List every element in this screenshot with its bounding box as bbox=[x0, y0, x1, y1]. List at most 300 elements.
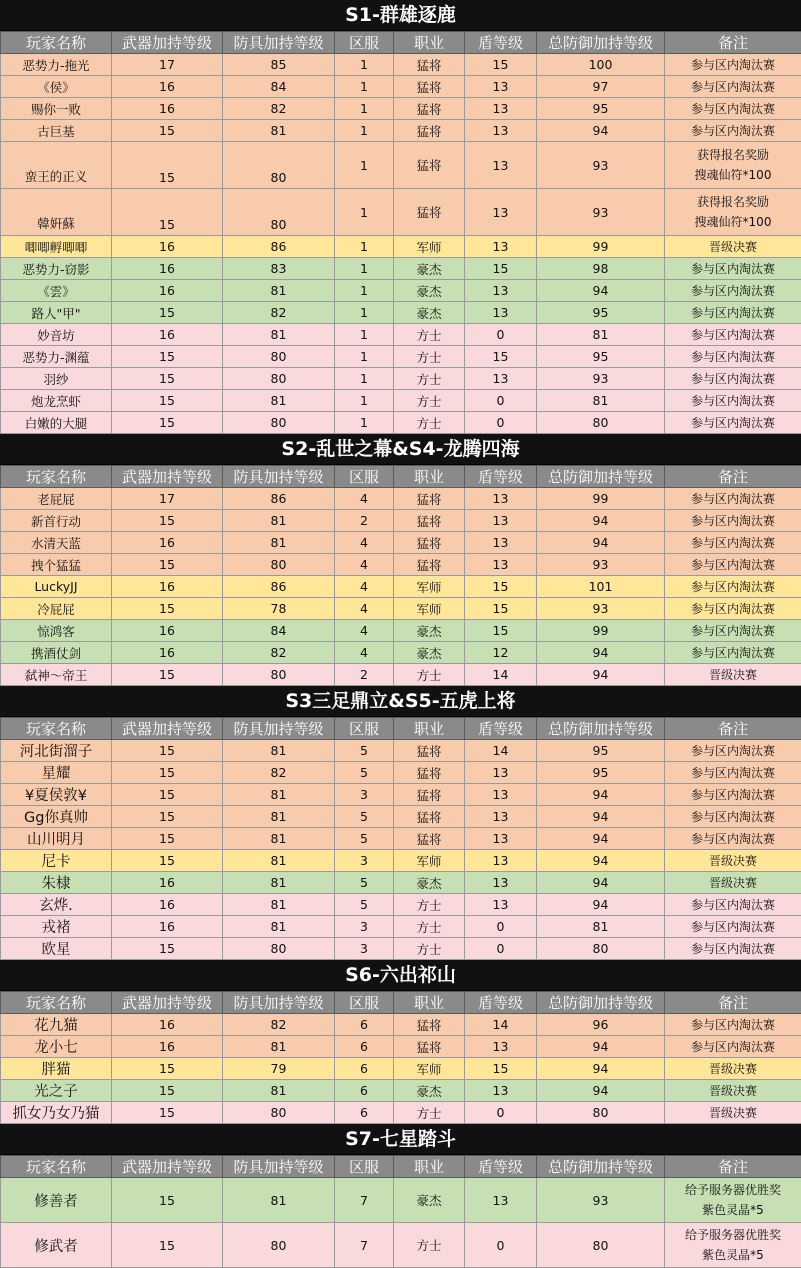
cell-profession: 方士 bbox=[394, 368, 465, 390]
table-row bbox=[1, 554, 801, 576]
cell-armor-level: 86 bbox=[223, 236, 335, 258]
cell-weapon-level: 16 bbox=[112, 98, 223, 120]
cell-player-name: 花九猫 bbox=[1, 1014, 112, 1036]
cell-weapon-level: 15 bbox=[112, 368, 223, 390]
cell-shield-level: 13 bbox=[465, 532, 537, 554]
cell-total-defense: 93 bbox=[537, 142, 665, 189]
cell-profession: 豪杰 bbox=[394, 1178, 465, 1223]
column-header-player-name: 玩家名称 bbox=[1, 992, 112, 1014]
cell-armor-level: 82 bbox=[223, 98, 335, 120]
cell-profession: 方士 bbox=[394, 324, 465, 346]
cell-shield-level: 15 bbox=[465, 598, 537, 620]
cell-server: 5 bbox=[335, 740, 394, 762]
cell-weapon-level: 15 bbox=[112, 1080, 223, 1102]
cell-weapon-level: 15 bbox=[112, 302, 223, 324]
cell-armor-level: 81 bbox=[223, 828, 335, 850]
cell-shield-level: 13 bbox=[465, 872, 537, 894]
cell-armor-level: 85 bbox=[223, 54, 335, 76]
cell-shield-level: 13 bbox=[465, 894, 537, 916]
cell-shield-level: 13 bbox=[465, 762, 537, 784]
cell-profession: 豪杰 bbox=[394, 302, 465, 324]
cell-player-name: 携酒仗剑 bbox=[1, 642, 112, 664]
cell-profession: 豪杰 bbox=[394, 620, 465, 642]
cell-shield-level: 15 bbox=[465, 346, 537, 368]
cell-profession: 猛将 bbox=[394, 784, 465, 806]
cell-armor-level: 86 bbox=[223, 576, 335, 598]
cell-remark: 参与区内淘汰赛 bbox=[665, 620, 801, 642]
cell-remark: 参与区内淘汰赛 bbox=[665, 894, 801, 916]
cell-remark: 参与区内淘汰赛 bbox=[665, 390, 801, 412]
cell-remark: 参与区内淘汰赛 bbox=[665, 916, 801, 938]
cell-player-name: Gg你真帅 bbox=[1, 806, 112, 828]
cell-weapon-level: 15 bbox=[112, 1102, 223, 1124]
cell-weapon-level: 16 bbox=[112, 258, 223, 280]
column-header-remark: 备注 bbox=[665, 466, 801, 488]
column-header-armor-level: 防具加持等级 bbox=[223, 32, 335, 54]
table-row bbox=[1, 142, 801, 189]
cell-remark: 获得报名奖励 搜魂仙符*100 bbox=[665, 142, 801, 189]
cell-profession: 军师 bbox=[394, 850, 465, 872]
header-row bbox=[1, 1156, 801, 1178]
column-header-profession: 职业 bbox=[394, 718, 465, 740]
cell-weapon-level: 15 bbox=[112, 1178, 223, 1223]
table-row bbox=[1, 346, 801, 368]
cell-shield-level: 13 bbox=[465, 280, 537, 302]
cell-shield-level: 15 bbox=[465, 1058, 537, 1080]
cell-server: 5 bbox=[335, 894, 394, 916]
cell-profession: 猛将 bbox=[394, 120, 465, 142]
cell-total-defense: 99 bbox=[537, 488, 665, 510]
cell-profession: 猛将 bbox=[394, 488, 465, 510]
cell-total-defense: 80 bbox=[537, 1102, 665, 1124]
cell-remark: 参与区内淘汰赛 bbox=[665, 510, 801, 532]
table-row bbox=[1, 236, 801, 258]
cell-player-name: 朱棣 bbox=[1, 872, 112, 894]
table-row bbox=[1, 258, 801, 280]
column-header-weapon-level: 武器加持等级 bbox=[112, 1156, 223, 1178]
cell-shield-level: 15 bbox=[465, 620, 537, 642]
cell-shield-level: 13 bbox=[465, 368, 537, 390]
cell-remark: 参与区内淘汰赛 bbox=[665, 368, 801, 390]
cell-shield-level: 14 bbox=[465, 664, 537, 686]
cell-weapon-level: 16 bbox=[112, 76, 223, 98]
section-title: S6-六出祁山 bbox=[0, 960, 801, 991]
cell-shield-level: 13 bbox=[465, 554, 537, 576]
table-row bbox=[1, 1223, 801, 1268]
cell-weapon-level: 16 bbox=[112, 894, 223, 916]
cell-armor-level: 80 bbox=[223, 1223, 335, 1268]
column-header-total-defense: 总防御加持等级 bbox=[537, 1156, 665, 1178]
cell-player-name: 恶势力-窃影 bbox=[1, 258, 112, 280]
cell-total-defense: 93 bbox=[537, 1178, 665, 1223]
table-row bbox=[1, 488, 801, 510]
cell-weapon-level: 15 bbox=[112, 412, 223, 434]
cell-server: 1 bbox=[335, 98, 394, 120]
column-header-armor-level: 防具加持等级 bbox=[223, 992, 335, 1014]
cell-server: 4 bbox=[335, 532, 394, 554]
cell-player-name: 弑神～帝王 bbox=[1, 664, 112, 686]
cell-remark: 参与区内淘汰赛 bbox=[665, 740, 801, 762]
column-header-weapon-level: 武器加持等级 bbox=[112, 466, 223, 488]
cell-shield-level: 15 bbox=[465, 576, 537, 598]
cell-server: 6 bbox=[335, 1014, 394, 1036]
cell-server: 1 bbox=[335, 236, 394, 258]
cell-profession: 猛将 bbox=[394, 98, 465, 120]
cell-armor-level: 81 bbox=[223, 1178, 335, 1223]
cell-total-defense: 94 bbox=[537, 828, 665, 850]
cell-remark: 晋级决赛 bbox=[665, 1058, 801, 1080]
table-row bbox=[1, 510, 801, 532]
table-row bbox=[1, 784, 801, 806]
cell-profession: 猛将 bbox=[394, 189, 465, 236]
cell-armor-level: 79 bbox=[223, 1058, 335, 1080]
cell-shield-level: 13 bbox=[465, 784, 537, 806]
table-row bbox=[1, 412, 801, 434]
cell-armor-level: 81 bbox=[223, 916, 335, 938]
cell-server: 1 bbox=[335, 346, 394, 368]
cell-profession: 猛将 bbox=[394, 828, 465, 850]
cell-profession: 军师 bbox=[394, 576, 465, 598]
cell-armor-level: 80 bbox=[223, 368, 335, 390]
cell-profession: 猛将 bbox=[394, 76, 465, 98]
cell-weapon-level: 15 bbox=[112, 120, 223, 142]
cell-total-defense: 94 bbox=[537, 872, 665, 894]
cell-remark: 晋级决赛 bbox=[665, 1102, 801, 1124]
cell-profession: 方士 bbox=[394, 412, 465, 434]
cell-server: 7 bbox=[335, 1178, 394, 1223]
cell-server: 4 bbox=[335, 576, 394, 598]
cell-armor-level: 78 bbox=[223, 598, 335, 620]
cell-remark: 参与区内淘汰赛 bbox=[665, 1036, 801, 1058]
cell-server: 1 bbox=[335, 258, 394, 280]
cell-profession: 猛将 bbox=[394, 1036, 465, 1058]
cell-weapon-level: 16 bbox=[112, 1036, 223, 1058]
column-header-shield-level: 盾等级 bbox=[465, 1156, 537, 1178]
column-header-player-name: 玩家名称 bbox=[1, 1156, 112, 1178]
cell-total-defense: 99 bbox=[537, 236, 665, 258]
column-header-weapon-level: 武器加持等级 bbox=[112, 718, 223, 740]
cell-remark: 给予服务器优胜奖 紫色灵晶*5 bbox=[665, 1223, 801, 1268]
cell-shield-level: 14 bbox=[465, 1014, 537, 1036]
cell-weapon-level: 15 bbox=[112, 784, 223, 806]
cell-total-defense: 94 bbox=[537, 642, 665, 664]
cell-weapon-level: 16 bbox=[112, 576, 223, 598]
column-header-total-defense: 总防御加持等级 bbox=[537, 718, 665, 740]
cell-remark: 晋级决赛 bbox=[665, 872, 801, 894]
cell-server: 4 bbox=[335, 642, 394, 664]
cell-remark: 参与区内淘汰赛 bbox=[665, 828, 801, 850]
table-row bbox=[1, 598, 801, 620]
table-row bbox=[1, 850, 801, 872]
cell-profession: 猛将 bbox=[394, 142, 465, 189]
cell-remark: 参与区内淘汰赛 bbox=[665, 302, 801, 324]
cell-armor-level: 81 bbox=[223, 532, 335, 554]
cell-remark: 参与区内淘汰赛 bbox=[665, 554, 801, 576]
cell-player-name: LuckyJJ bbox=[1, 576, 112, 598]
cell-armor-level: 80 bbox=[223, 554, 335, 576]
cell-player-name: 龙小七 bbox=[1, 1036, 112, 1058]
cell-player-name: 《雲》 bbox=[1, 280, 112, 302]
cell-profession: 猛将 bbox=[394, 762, 465, 784]
cell-shield-level: 0 bbox=[465, 916, 537, 938]
table-row bbox=[1, 576, 801, 598]
cell-total-defense: 94 bbox=[537, 510, 665, 532]
column-header-player-name: 玩家名称 bbox=[1, 32, 112, 54]
cell-weapon-level: 16 bbox=[112, 532, 223, 554]
cell-profession: 豪杰 bbox=[394, 872, 465, 894]
cell-total-defense: 95 bbox=[537, 762, 665, 784]
cell-profession: 方士 bbox=[394, 938, 465, 960]
cell-total-defense: 94 bbox=[537, 1058, 665, 1080]
cell-server: 1 bbox=[335, 412, 394, 434]
cell-player-name: 《侯》 bbox=[1, 76, 112, 98]
cell-profession: 豪杰 bbox=[394, 258, 465, 280]
column-header-armor-level: 防具加持等级 bbox=[223, 1156, 335, 1178]
cell-armor-level: 86 bbox=[223, 488, 335, 510]
table-row bbox=[1, 762, 801, 784]
table-row bbox=[1, 1178, 801, 1223]
cell-profession: 方士 bbox=[394, 390, 465, 412]
cell-remark: 晋级决赛 bbox=[665, 664, 801, 686]
cell-armor-level: 81 bbox=[223, 806, 335, 828]
cell-total-defense: 95 bbox=[537, 346, 665, 368]
cell-armor-level: 81 bbox=[223, 280, 335, 302]
column-header-server: 区服 bbox=[335, 466, 394, 488]
cell-shield-level: 13 bbox=[465, 142, 537, 189]
cell-server: 1 bbox=[335, 189, 394, 236]
cell-shield-level: 13 bbox=[465, 98, 537, 120]
cell-armor-level: 81 bbox=[223, 894, 335, 916]
table-row bbox=[1, 189, 801, 236]
cell-profession: 方士 bbox=[394, 664, 465, 686]
cell-remark: 参与区内淘汰赛 bbox=[665, 938, 801, 960]
cell-remark: 参与区内淘汰赛 bbox=[665, 258, 801, 280]
cell-server: 3 bbox=[335, 850, 394, 872]
cell-remark: 参与区内淘汰赛 bbox=[665, 324, 801, 346]
table-row bbox=[1, 120, 801, 142]
cell-armor-level: 81 bbox=[223, 1036, 335, 1058]
cell-server: 3 bbox=[335, 784, 394, 806]
cell-player-name: 蛮王的正义 bbox=[1, 142, 112, 189]
cell-remark: 晋级决赛 bbox=[665, 236, 801, 258]
cell-weapon-level: 15 bbox=[112, 554, 223, 576]
section-title: S3三足鼎立&S5-五虎上将 bbox=[0, 686, 801, 717]
cell-server: 1 bbox=[335, 76, 394, 98]
cell-remark: 参与区内淘汰赛 bbox=[665, 280, 801, 302]
cell-armor-level: 82 bbox=[223, 302, 335, 324]
table-row bbox=[1, 872, 801, 894]
cell-server: 1 bbox=[335, 54, 394, 76]
cell-server: 6 bbox=[335, 1058, 394, 1080]
table-row bbox=[1, 532, 801, 554]
cell-shield-level: 13 bbox=[465, 1080, 537, 1102]
cell-profession: 猛将 bbox=[394, 806, 465, 828]
cell-remark: 给予服务器优胜奖 紫色灵晶*5 bbox=[665, 1178, 801, 1223]
cell-player-name: 尼卡 bbox=[1, 850, 112, 872]
cell-remark: 参与区内淘汰赛 bbox=[665, 762, 801, 784]
cell-player-name: 韓姸蘇 bbox=[1, 189, 112, 236]
cell-armor-level: 83 bbox=[223, 258, 335, 280]
column-header-shield-level: 盾等级 bbox=[465, 32, 537, 54]
cell-total-defense: 94 bbox=[537, 850, 665, 872]
table-row bbox=[1, 54, 801, 76]
cell-weapon-level: 16 bbox=[112, 642, 223, 664]
cell-remark: 参与区内淘汰赛 bbox=[665, 488, 801, 510]
cell-server: 4 bbox=[335, 488, 394, 510]
cell-total-defense: 80 bbox=[537, 938, 665, 960]
section-title: S7-七星踏斗 bbox=[0, 1124, 801, 1155]
header-row bbox=[1, 466, 801, 488]
cell-weapon-level: 17 bbox=[112, 54, 223, 76]
table-row bbox=[1, 938, 801, 960]
column-header-player-name: 玩家名称 bbox=[1, 466, 112, 488]
table-row bbox=[1, 828, 801, 850]
cell-player-name: 星耀 bbox=[1, 762, 112, 784]
cell-total-defense: 94 bbox=[537, 120, 665, 142]
cell-total-defense: 94 bbox=[537, 532, 665, 554]
cell-server: 6 bbox=[335, 1102, 394, 1124]
cell-total-defense: 93 bbox=[537, 368, 665, 390]
cell-armor-level: 80 bbox=[223, 938, 335, 960]
cell-profession: 方士 bbox=[394, 916, 465, 938]
cell-weapon-level: 15 bbox=[112, 664, 223, 686]
cell-profession: 猛将 bbox=[394, 532, 465, 554]
cell-weapon-level: 17 bbox=[112, 488, 223, 510]
cell-weapon-level: 16 bbox=[112, 1014, 223, 1036]
cell-server: 2 bbox=[335, 664, 394, 686]
cell-weapon-level: 16 bbox=[112, 324, 223, 346]
cell-server: 3 bbox=[335, 938, 394, 960]
cell-weapon-level: 15 bbox=[112, 142, 223, 189]
column-header-remark: 备注 bbox=[665, 1156, 801, 1178]
cell-server: 5 bbox=[335, 828, 394, 850]
cell-total-defense: 94 bbox=[537, 1036, 665, 1058]
cell-armor-level: 81 bbox=[223, 784, 335, 806]
table-row bbox=[1, 1102, 801, 1124]
column-header-shield-level: 盾等级 bbox=[465, 992, 537, 1014]
section-title: S1-群雄逐鹿 bbox=[0, 0, 801, 31]
cell-player-name: 水清天蓝 bbox=[1, 532, 112, 554]
table-row bbox=[1, 740, 801, 762]
cell-player-name: 新首行动 bbox=[1, 510, 112, 532]
cell-remark: 获得报名奖励 搜魂仙符*100 bbox=[665, 189, 801, 236]
column-header-total-defense: 总防御加持等级 bbox=[537, 32, 665, 54]
cell-server: 1 bbox=[335, 280, 394, 302]
column-header-total-defense: 总防御加持等级 bbox=[537, 466, 665, 488]
cell-weapon-level: 15 bbox=[112, 346, 223, 368]
cell-profession: 猛将 bbox=[394, 740, 465, 762]
cell-armor-level: 81 bbox=[223, 850, 335, 872]
table-row bbox=[1, 1014, 801, 1036]
cell-armor-level: 80 bbox=[223, 346, 335, 368]
cell-server: 2 bbox=[335, 510, 394, 532]
cell-shield-level: 13 bbox=[465, 302, 537, 324]
cell-shield-level: 13 bbox=[465, 510, 537, 532]
cell-shield-level: 13 bbox=[465, 120, 537, 142]
cell-server: 6 bbox=[335, 1080, 394, 1102]
cell-remark: 晋级决赛 bbox=[665, 1080, 801, 1102]
cell-profession: 军师 bbox=[394, 598, 465, 620]
cell-server: 1 bbox=[335, 302, 394, 324]
cell-player-name: 修武者 bbox=[1, 1223, 112, 1268]
cell-player-name: 妙音坊 bbox=[1, 324, 112, 346]
cell-total-defense: 93 bbox=[537, 598, 665, 620]
cell-remark: 参与区内淘汰赛 bbox=[665, 412, 801, 434]
cell-profession: 方士 bbox=[394, 346, 465, 368]
cell-player-name: 恶势力-渊蕴 bbox=[1, 346, 112, 368]
cell-server: 1 bbox=[335, 368, 394, 390]
cell-armor-level: 81 bbox=[223, 510, 335, 532]
cell-shield-level: 13 bbox=[465, 828, 537, 850]
cell-shield-level: 13 bbox=[465, 806, 537, 828]
cell-total-defense: 95 bbox=[537, 98, 665, 120]
section-table bbox=[0, 717, 801, 960]
cell-shield-level: 0 bbox=[465, 938, 537, 960]
cell-profession: 猛将 bbox=[394, 554, 465, 576]
cell-armor-level: 80 bbox=[223, 412, 335, 434]
cell-shield-level: 15 bbox=[465, 54, 537, 76]
cell-total-defense: 96 bbox=[537, 1014, 665, 1036]
cell-server: 5 bbox=[335, 872, 394, 894]
cell-shield-level: 0 bbox=[465, 1223, 537, 1268]
cell-server: 4 bbox=[335, 620, 394, 642]
cell-weapon-level: 15 bbox=[112, 762, 223, 784]
cell-remark: 参与区内淘汰赛 bbox=[665, 576, 801, 598]
cell-server: 1 bbox=[335, 142, 394, 189]
cell-weapon-level: 15 bbox=[112, 189, 223, 236]
cell-server: 4 bbox=[335, 554, 394, 576]
cell-shield-level: 13 bbox=[465, 1178, 537, 1223]
cell-profession: 豪杰 bbox=[394, 1080, 465, 1102]
cell-remark: 晋级决赛 bbox=[665, 850, 801, 872]
cell-player-name: 古巨基 bbox=[1, 120, 112, 142]
cell-player-name: 抓女乃女乃猫 bbox=[1, 1102, 112, 1124]
cell-player-name: 光之子 bbox=[1, 1080, 112, 1102]
cell-shield-level: 13 bbox=[465, 488, 537, 510]
cell-remark: 参与区内淘汰赛 bbox=[665, 532, 801, 554]
cell-profession: 方士 bbox=[394, 894, 465, 916]
cell-weapon-level: 15 bbox=[112, 740, 223, 762]
column-header-shield-level: 盾等级 bbox=[465, 718, 537, 740]
cell-player-name: 赐你一败 bbox=[1, 98, 112, 120]
cell-weapon-level: 15 bbox=[112, 828, 223, 850]
cell-profession: 军师 bbox=[394, 236, 465, 258]
column-header-weapon-level: 武器加持等级 bbox=[112, 32, 223, 54]
cell-shield-level: 0 bbox=[465, 412, 537, 434]
column-header-server: 区服 bbox=[335, 32, 394, 54]
column-header-remark: 备注 bbox=[665, 718, 801, 740]
cell-player-name: 戎褚 bbox=[1, 916, 112, 938]
cell-weapon-level: 16 bbox=[112, 236, 223, 258]
cell-total-defense: 94 bbox=[537, 784, 665, 806]
cell-player-name: 玄烨. bbox=[1, 894, 112, 916]
table-row bbox=[1, 280, 801, 302]
cell-profession: 方士 bbox=[394, 1102, 465, 1124]
cell-server: 1 bbox=[335, 390, 394, 412]
cell-total-defense: 81 bbox=[537, 916, 665, 938]
cell-total-defense: 101 bbox=[537, 576, 665, 598]
header-row bbox=[1, 32, 801, 54]
cell-remark: 参与区内淘汰赛 bbox=[665, 806, 801, 828]
cell-profession: 猛将 bbox=[394, 1014, 465, 1036]
cell-remark: 参与区内淘汰赛 bbox=[665, 784, 801, 806]
column-header-profession: 职业 bbox=[394, 1156, 465, 1178]
cell-weapon-level: 15 bbox=[112, 806, 223, 828]
column-header-weapon-level: 武器加持等级 bbox=[112, 992, 223, 1014]
cell-armor-level: 81 bbox=[223, 324, 335, 346]
cell-player-name: 羽纱 bbox=[1, 368, 112, 390]
cell-player-name: 山川明月 bbox=[1, 828, 112, 850]
